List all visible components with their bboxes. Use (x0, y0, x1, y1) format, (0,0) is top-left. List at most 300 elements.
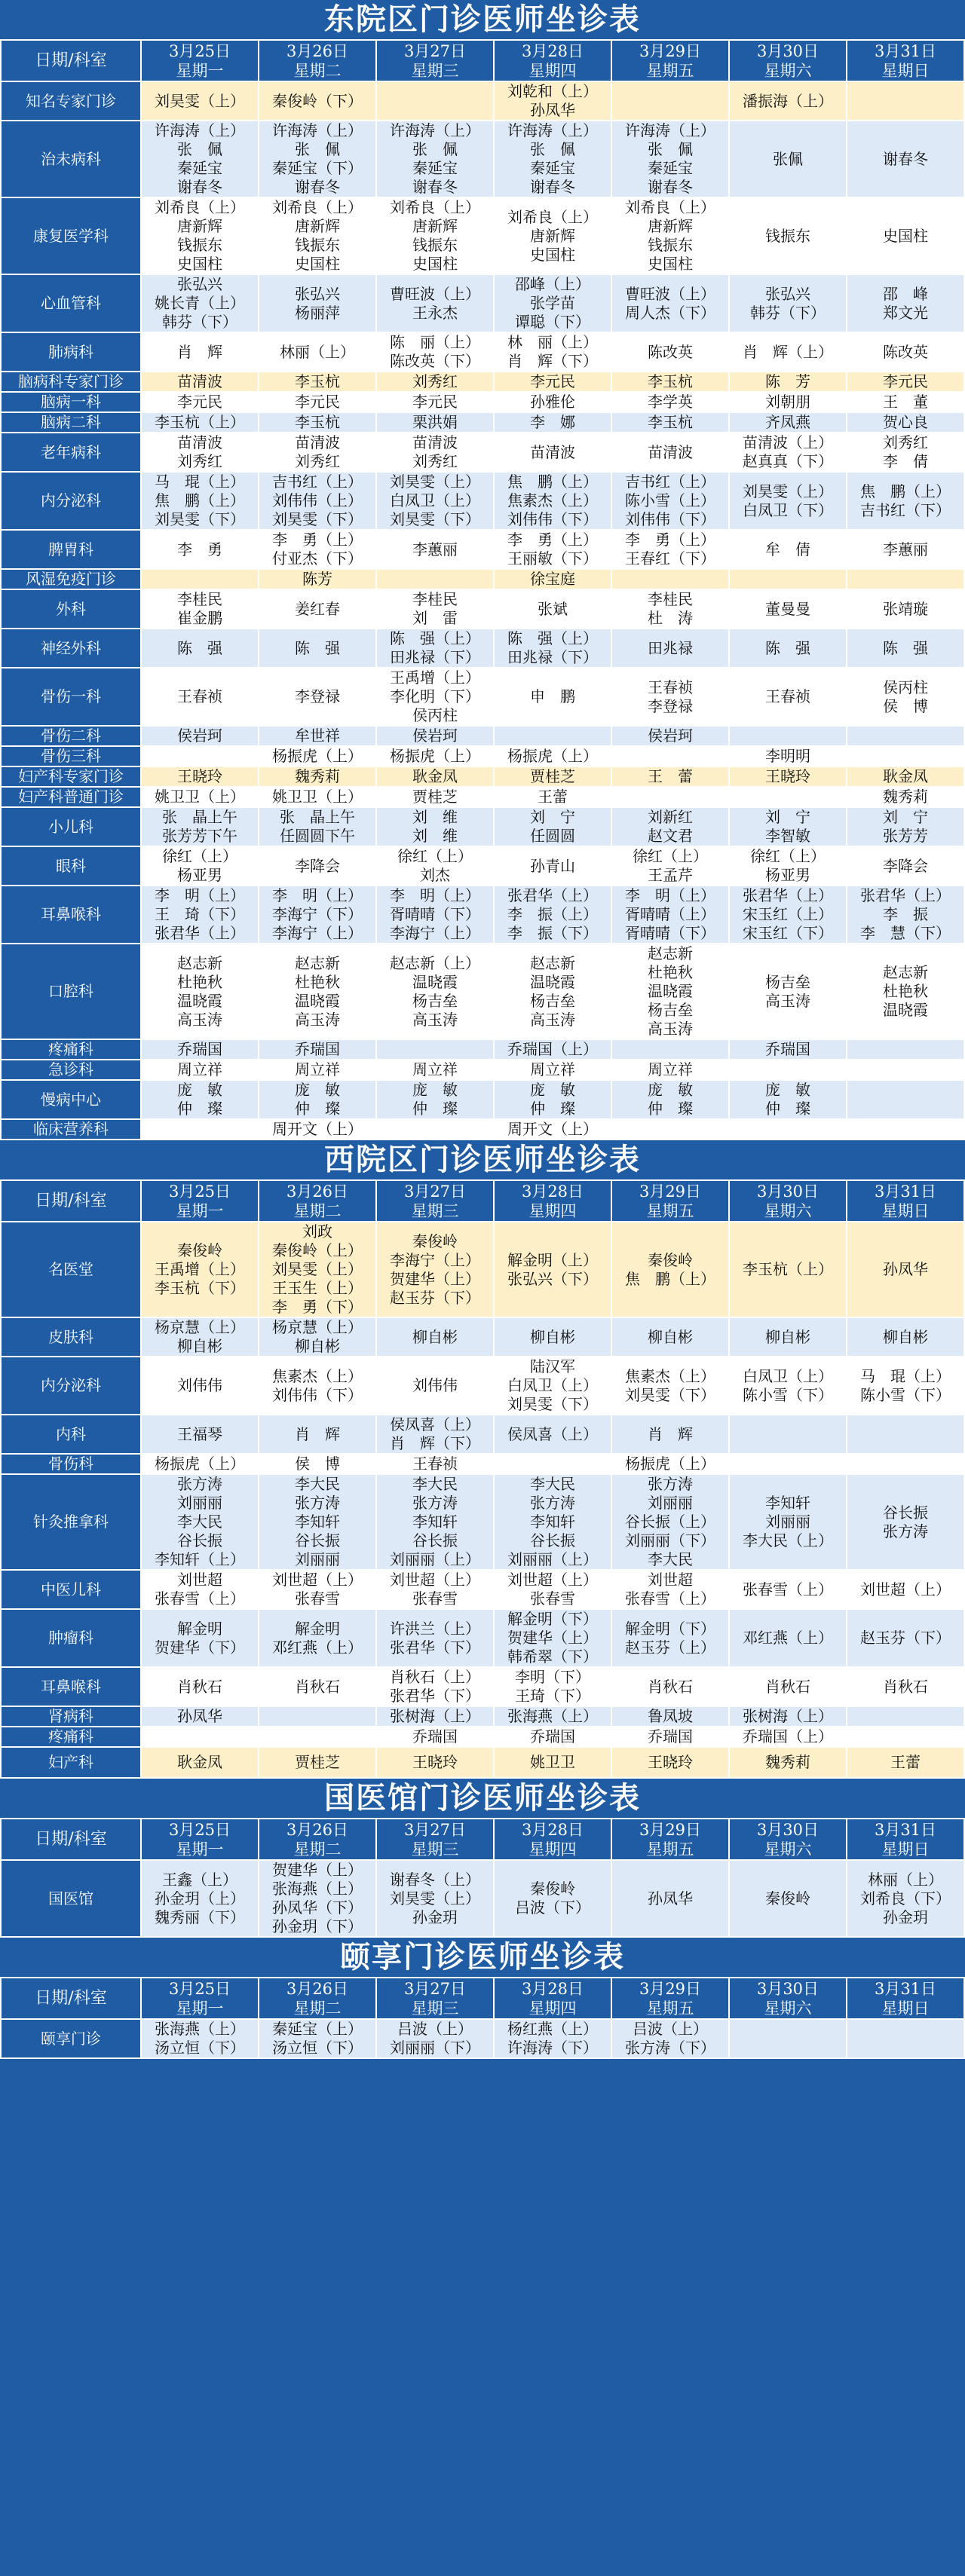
day-date: 3月30日 (756, 41, 819, 60)
doctor-cell: 周开文（上） (259, 1119, 376, 1140)
doctor-cell: 史国柱 (847, 197, 964, 274)
doctor-cell: 张 晶上午 张芳芳下午 (141, 807, 259, 846)
doctor-cell: 张佩 (729, 121, 847, 197)
department-label: 治未病科 (1, 121, 141, 197)
doctor-cell: 牟 倩 (729, 530, 847, 569)
doctor-cell: 陈 强（上） 田兆禄（下） (494, 629, 611, 668)
day-date: 3月30日 (756, 1820, 819, 1839)
doctor-cell: 苗清波 刘秀红 (376, 433, 494, 472)
doctor-cell: 王鑫（上） 孙金玥（上） 魏秀丽（下） (141, 1860, 259, 1937)
department-label: 名医堂 (1, 1222, 141, 1317)
doctor-cell: 鲁凤坡 (611, 1706, 729, 1727)
doctor-cell: 李降会 (847, 846, 964, 886)
date-header-row (1, 40, 964, 81)
day-date: 3月30日 (756, 1182, 819, 1201)
doctor-cell (729, 1415, 847, 1454)
doctor-cell: 耿金凤 (376, 766, 494, 787)
department-row (1, 1727, 964, 1747)
department-label: 内分泌科 (1, 472, 141, 530)
schedule-table (0, 39, 965, 1140)
doctor-cell: 谢春冬 (847, 121, 964, 197)
day-weekday: 星期六 (764, 1201, 812, 1220)
doctor-cell: 庞 敏 仲 璨 (494, 1080, 611, 1119)
doctor-cell: 肖秋石 (847, 1667, 964, 1706)
section-title: 西院区门诊医师坐诊表 (324, 1142, 641, 1177)
department-row (1, 886, 964, 944)
date-dept-header: 日期/科室 (1, 1819, 141, 1860)
day-date: 3月28日 (521, 1182, 584, 1201)
department-label: 内分泌科 (1, 1357, 141, 1415)
day-weekday: 星期三 (411, 1840, 459, 1859)
doctor-cell: 申 鹏 (494, 668, 611, 726)
date-header-row (1, 1180, 964, 1222)
department-label: 知名专家门诊 (1, 81, 141, 121)
doctor-cell: 赵志新 杜艳秋 温晓霞 杨吉垒 高玉涛 (611, 944, 729, 1039)
doctor-cell: 侯 博 (259, 1454, 376, 1474)
doctor-cell: 李大民 张方涛 李知轩 谷长振 刘丽丽 (259, 1474, 376, 1570)
doctor-cell (847, 2019, 964, 2058)
day-date: 3月25日 (168, 41, 231, 60)
doctor-cell: 焦素杰（上） 刘昊雯（下） (611, 1357, 729, 1415)
department-row (1, 1222, 964, 1317)
department-row (1, 81, 964, 121)
doctor-cell: 周立祥 (141, 1060, 259, 1080)
doctor-cell (847, 569, 964, 589)
day-weekday: 星期六 (764, 1840, 812, 1859)
doctor-cell: 秦俊岭 焦 鹏（上） (611, 1222, 729, 1317)
doctor-cell: 李大民 张方涛 李知轩 谷长振 刘丽丽（上） (494, 1474, 611, 1570)
doctor-cell: 柳自彬 (847, 1317, 964, 1357)
department-row (1, 1119, 964, 1140)
doctor-cell: 杨振虎（上） (376, 746, 494, 766)
department-row (1, 1609, 964, 1667)
doctor-cell: 肖秋石（上） 张君华（下） (376, 1667, 494, 1706)
doctor-cell: 侯岩珂 (611, 726, 729, 746)
doctor-cell: 白凤卫（上） 陈小雪（下） (729, 1357, 847, 1415)
doctor-cell: 焦素杰（上） 刘伟伟（下） (259, 1357, 376, 1415)
doctor-cell: 李玉杭（上） (141, 412, 259, 433)
doctor-cell (611, 787, 729, 807)
department-label: 骨伤三科 (1, 746, 141, 766)
department-label: 中医儿科 (1, 1570, 141, 1609)
day-weekday: 星期六 (764, 61, 812, 80)
doctor-cell: 张弘兴 杨丽萍 (259, 274, 376, 332)
doctor-cell: 刘世超（上） (847, 1570, 964, 1609)
day-weekday: 星期一 (176, 1999, 224, 2018)
doctor-cell: 秦俊岭 王禹增（上） 李玉杭（下） (141, 1222, 259, 1317)
day-date: 3月31日 (874, 41, 937, 60)
doctor-cell (847, 1706, 964, 1727)
doctor-cell: 王晓玲 (141, 766, 259, 787)
doctor-cell: 庞 敏 仲 璨 (141, 1080, 259, 1119)
doctor-cell: 张海燕（上） 汤立恒（下） (141, 2019, 259, 2058)
doctor-cell: 刘世超（上） 张春雪 (376, 1570, 494, 1609)
doctor-cell: 王春祯 (376, 1454, 494, 1474)
department-label: 眼科 (1, 846, 141, 886)
day-date: 3月27日 (403, 1979, 467, 1998)
doctor-cell: 王 董 (847, 392, 964, 412)
doctor-cell (847, 1727, 964, 1747)
doctor-cell: 刘希良（上） 唐新辉 钱振东 史国柱 (611, 197, 729, 274)
day-header (611, 1978, 729, 2019)
doctor-cell: 杨红燕（上） 许海涛（下） (494, 2019, 611, 2058)
day-date: 3月29日 (639, 1820, 702, 1839)
doctor-cell: 张方涛 刘丽丽 李大民 谷长振 李知轩（上） (141, 1474, 259, 1570)
doctor-cell (729, 569, 847, 589)
day-weekday: 星期五 (646, 1201, 694, 1220)
doctor-cell: 李 明（上） 王 琦（下） 张君华（上） (141, 886, 259, 944)
doctor-cell: 解金明 邓红燕（上） (259, 1609, 376, 1667)
doctor-cell: 王福琴 (141, 1415, 259, 1454)
day-weekday: 星期二 (293, 1201, 342, 1220)
department-row (1, 1667, 964, 1706)
doctor-cell: 张斌 (494, 589, 611, 629)
department-row (1, 846, 964, 886)
department-row (1, 668, 964, 726)
doctor-cell: 李玉杭 (259, 372, 376, 392)
doctor-cell: 徐红（上） 刘杰 (376, 846, 494, 886)
doctor-cell: 庞 敏 仲 璨 (611, 1080, 729, 1119)
day-header (611, 1819, 729, 1860)
department-label: 老年病科 (1, 433, 141, 472)
day-date: 3月27日 (403, 1820, 467, 1839)
doctor-cell: 赵志新 温晓霞 杨吉垒 高玉涛 (494, 944, 611, 1039)
doctor-cell: 刘 宁 张芳芳 (847, 807, 964, 846)
day-date: 3月26日 (286, 1979, 349, 1998)
doctor-cell: 耿金凤 (847, 766, 964, 787)
doctor-cell: 王 蕾 (611, 766, 729, 787)
department-label: 内科 (1, 1415, 141, 1454)
department-label: 疼痛科 (1, 1727, 141, 1747)
doctor-cell: 张弘兴 姚长青（上） 韩芬（下） (141, 274, 259, 332)
department-label: 骨伤科 (1, 1454, 141, 1474)
department-label: 心血管科 (1, 274, 141, 332)
doctor-cell: 苗清波 刘秀红 (141, 433, 259, 472)
doctor-cell: 陈 芳 (729, 372, 847, 392)
doctor-cell: 乔瑞国 (494, 1727, 611, 1747)
department-label: 神经外科 (1, 629, 141, 668)
day-date: 3月29日 (639, 1182, 702, 1201)
doctor-cell: 秦俊岭 吕波（下） (494, 1860, 611, 1937)
doctor-cell: 李 明（上） 李海宁（下） 李海宁（上） (259, 886, 376, 944)
doctor-cell: 解金明（上） 张弘兴（下） (494, 1222, 611, 1317)
doctor-cell (847, 746, 964, 766)
day-date: 3月28日 (521, 1820, 584, 1839)
day-header (141, 1180, 259, 1222)
doctor-cell: 赵志新（上） 温晓霞 杨吉垒 高玉涛 (376, 944, 494, 1039)
doctor-cell: 王蕾 (494, 787, 611, 807)
doctor-cell: 陈 丽（上） 陈改英（下） (376, 332, 494, 372)
department-row (1, 412, 964, 433)
date-header-row (1, 1978, 964, 2019)
doctor-cell: 张春雪（上） (729, 1570, 847, 1609)
doctor-cell: 焦 鹏（上） 焦素杰（上） 刘伟伟（下） (494, 472, 611, 530)
doctor-cell: 谢春冬（上） 刘昊雯（上） 孙金玥 (376, 1860, 494, 1937)
doctor-cell: 赵玉芬（下） (847, 1609, 964, 1667)
department-row (1, 472, 964, 530)
doctor-cell: 孙凤华 (141, 1706, 259, 1727)
doctor-cell (376, 81, 494, 121)
day-weekday: 星期六 (764, 1999, 812, 2018)
day-weekday: 星期五 (646, 1999, 694, 2018)
doctor-cell: 杨京慧（上） 柳自彬 (259, 1317, 376, 1357)
doctor-cell: 孙凤华 (847, 1222, 964, 1317)
doctor-cell: 刘乾和（上） 孙凤华 (494, 81, 611, 121)
department-row (1, 726, 964, 746)
department-row (1, 746, 964, 766)
doctor-cell: 李玉杭 (611, 412, 729, 433)
doctor-cell: 刘 宁 任圆圆 (494, 807, 611, 846)
doctor-cell: 陈 强（上） 田兆禄（下） (376, 629, 494, 668)
doctor-cell: 陆汉军 白凤卫（上） 刘昊雯（下） (494, 1357, 611, 1415)
doctor-cell: 杨振虎（上） (141, 1454, 259, 1474)
doctor-cell: 李蕙丽 (847, 530, 964, 569)
department-label: 耳鼻喉科 (1, 1667, 141, 1706)
day-header (847, 1978, 964, 2019)
doctor-cell (376, 569, 494, 589)
department-row (1, 274, 964, 332)
section-title: 颐享门诊医师坐诊表 (340, 1939, 625, 1975)
department-row (1, 1706, 964, 1727)
day-header (259, 1180, 376, 1222)
doctor-cell: 魏秀莉 (729, 1747, 847, 1778)
doctor-cell: 贺心良 (847, 412, 964, 433)
doctor-cell: 赵志新 杜艳秋 温晓霞 高玉涛 (141, 944, 259, 1039)
date-dept-header: 日期/科室 (1, 1180, 141, 1222)
doctor-cell: 李元民 (494, 372, 611, 392)
day-header (494, 1978, 611, 2019)
department-row (1, 787, 964, 807)
doctor-cell (729, 1454, 847, 1474)
department-label: 疼痛科 (1, 1039, 141, 1060)
day-date: 3月28日 (521, 41, 584, 60)
doctor-cell: 孙雅伦 (494, 392, 611, 412)
doctor-cell: 刘希良（上） 唐新辉 史国柱 (494, 197, 611, 274)
date-dept-header: 日期/科室 (1, 40, 141, 81)
doctor-cell: 侯丙柱 侯 博 (847, 668, 964, 726)
doctor-cell: 刘世超（上） 张春雪 (494, 1570, 611, 1609)
department-row (1, 944, 964, 1039)
date-dept-header: 日期/科室 (1, 1978, 141, 2019)
department-label: 风湿免疫门诊 (1, 569, 141, 589)
day-header (259, 1978, 376, 2019)
day-date: 3月31日 (874, 1182, 937, 1201)
doctor-cell: 李登禄 (259, 668, 376, 726)
doctor-cell: 李 勇（上） 王春红（下） (611, 530, 729, 569)
doctor-cell: 刘 宁 李智敏 (729, 807, 847, 846)
day-date: 3月29日 (639, 41, 702, 60)
department-row (1, 392, 964, 412)
day-header (847, 40, 964, 81)
section-title: 国医馆门诊医师坐诊表 (324, 1780, 641, 1816)
doctor-cell: 杨吉垒 高玉涛 (729, 944, 847, 1039)
day-date: 3月25日 (168, 1820, 231, 1839)
doctor-cell: 侯凤喜（上） 肖 辉（下） (376, 1415, 494, 1454)
doctor-cell: 李玉杭 (259, 412, 376, 433)
department-label: 小儿科 (1, 807, 141, 846)
doctor-cell: 陈 强 (847, 629, 964, 668)
doctor-cell: 庞 敏 仲 璨 (259, 1080, 376, 1119)
doctor-cell: 耿金凤 (141, 1747, 259, 1778)
doctor-cell: 李元民 (847, 372, 964, 392)
schedule-table (0, 1977, 965, 2059)
doctor-cell: 刘朝朋 (729, 392, 847, 412)
doctor-cell: 陈改英 (611, 332, 729, 372)
doctor-cell: 许海涛（上） 张 佩 秦延宝 谢春冬 (494, 121, 611, 197)
doctor-cell: 王晓玲 (611, 1747, 729, 1778)
doctor-cell: 张君华（上） 李 振 李 慧（下） (847, 886, 964, 944)
doctor-cell: 乔瑞国 (376, 1727, 494, 1747)
doctor-cell: 苗清波 (141, 372, 259, 392)
doctor-cell (141, 1119, 259, 1140)
doctor-cell: 李桂民 刘 雷 (376, 589, 494, 629)
department-label: 急诊科 (1, 1060, 141, 1080)
day-date: 3月30日 (756, 1979, 819, 1998)
doctor-cell: 董曼曼 (729, 589, 847, 629)
department-row (1, 1357, 964, 1415)
day-header (494, 40, 611, 81)
doctor-cell: 周立祥 (611, 1060, 729, 1080)
doctor-cell: 肖秋石 (729, 1667, 847, 1706)
doctor-cell (847, 726, 964, 746)
doctor-cell: 张树海（上） (376, 1706, 494, 1727)
doctor-cell (611, 1039, 729, 1060)
department-label: 国医馆 (1, 1860, 141, 1937)
day-weekday: 星期三 (411, 1999, 459, 2018)
department-label: 肿瘤科 (1, 1609, 141, 1667)
doctor-cell: 邵峰（上） 张学苗 谭聪（下） (494, 274, 611, 332)
day-header (376, 1978, 494, 2019)
doctor-cell: 许海涛（上） 张 佩 秦延宝（下） 谢春冬 (259, 121, 376, 197)
doctor-cell: 齐凤燕 (729, 412, 847, 433)
doctor-cell (494, 726, 611, 746)
doctor-cell: 许海涛（上） 张 佩 秦延宝 谢春冬 (376, 121, 494, 197)
department-label: 脑病科专家门诊 (1, 372, 141, 392)
doctor-cell (847, 1060, 964, 1080)
doctor-cell: 赵志新 杜艳秋 温晓霞 (847, 944, 964, 1039)
doctor-cell: 杨京慧（上） 柳自彬 (141, 1317, 259, 1357)
doctor-cell: 许海涛（上） 张 佩 秦延宝 谢春冬 (141, 121, 259, 197)
doctor-cell: 姚卫卫（上） (259, 787, 376, 807)
day-weekday: 星期四 (528, 1840, 577, 1859)
day-weekday: 星期五 (646, 1840, 694, 1859)
day-date: 3月29日 (639, 1979, 702, 1998)
department-label: 针灸推拿科 (1, 1474, 141, 1570)
doctor-cell: 孙青山 (494, 846, 611, 886)
doctor-cell: 陈芳 (259, 569, 376, 589)
doctor-cell: 肖秋石 (141, 1667, 259, 1706)
doctor-cell: 王春祯 李登禄 (611, 668, 729, 726)
department-label: 骨伤二科 (1, 726, 141, 746)
day-weekday: 星期二 (293, 61, 342, 80)
doctor-cell (847, 1454, 964, 1474)
doctor-cell: 侯岩珂 (141, 726, 259, 746)
day-header (259, 1819, 376, 1860)
doctor-cell (259, 1727, 376, 1747)
department-row (1, 1060, 964, 1080)
day-header (141, 1819, 259, 1860)
doctor-cell: 周开文（上） (494, 1119, 611, 1140)
department-row (1, 766, 964, 787)
doctor-cell (611, 569, 729, 589)
doctor-cell: 李 勇（上） 王丽敏（下） (494, 530, 611, 569)
doctor-cell: 贾桂芝 (494, 766, 611, 787)
doctor-cell: 刘秀红 (376, 372, 494, 392)
doctor-cell: 刘政 秦俊岭（上） 刘昊雯（上） 王玉生（上） 李 勇（下） (259, 1222, 376, 1317)
doctor-cell: 徐红（上） 杨亚男 (141, 846, 259, 886)
doctor-cell: 姜红春 (259, 589, 376, 629)
department-row (1, 2019, 964, 2058)
day-header (259, 40, 376, 81)
doctor-cell: 庞 敏 仲 璨 (729, 1080, 847, 1119)
department-label: 慢病中心 (1, 1080, 141, 1119)
doctor-cell: 解金明（下） 贺建华（上） 韩希翠（下） (494, 1609, 611, 1667)
doctor-cell: 秦俊岭（下） (259, 81, 376, 121)
doctor-cell: 贺建华（上） 张海燕（上） 孙凤华（下） 孙金玥（下） (259, 1860, 376, 1937)
doctor-cell: 徐红（上） 王孟芹 (611, 846, 729, 886)
department-row (1, 807, 964, 846)
doctor-cell: 李元民 (141, 392, 259, 412)
department-row (1, 1317, 964, 1357)
department-row (1, 1570, 964, 1609)
doctor-cell (141, 1727, 259, 1747)
schedule-table (0, 1818, 965, 1938)
day-weekday: 星期一 (176, 1840, 224, 1859)
day-header (376, 1180, 494, 1222)
doctor-cell (729, 2019, 847, 2058)
doctor-cell (611, 81, 729, 121)
doctor-cell: 陈 强 (141, 629, 259, 668)
day-header (376, 1819, 494, 1860)
doctor-cell: 李元民 (259, 392, 376, 412)
doctor-cell: 谷长振 张方涛 (847, 1474, 964, 1570)
doctor-cell: 乔瑞国（上） (729, 1727, 847, 1747)
doctor-cell: 贾桂芝 (376, 787, 494, 807)
doctor-cell: 栗洪娟 (376, 412, 494, 433)
doctor-cell: 侯岩珂 (376, 726, 494, 746)
doctor-cell: 肖秋石 (611, 1667, 729, 1706)
doctor-cell (259, 1706, 376, 1727)
day-header (494, 1819, 611, 1860)
doctor-cell: 李玉杭（上） (729, 1222, 847, 1317)
department-label: 肺病科 (1, 332, 141, 372)
doctor-cell: 刘世超（上） 张春雪 (259, 1570, 376, 1609)
doctor-cell: 李明明 (729, 746, 847, 766)
doctor-cell: 王晓玲 (376, 1747, 494, 1778)
department-row (1, 629, 964, 668)
department-label: 妇产科普通门诊 (1, 787, 141, 807)
doctor-cell (729, 1060, 847, 1080)
doctor-cell: 李玉杭 (611, 372, 729, 392)
doctor-cell (847, 1080, 964, 1119)
doctor-cell: 苗清波 (494, 433, 611, 472)
doctor-cell: 柳自彬 (376, 1317, 494, 1357)
doctor-cell: 解金明（下） 赵玉芬（上） (611, 1609, 729, 1667)
doctor-cell: 李大民 张方涛 李知轩 谷长振 刘丽丽（上） (376, 1474, 494, 1570)
doctor-cell (729, 1119, 847, 1140)
doctor-cell: 林丽（上） 刘希良（下） 孙金玥 (847, 1860, 964, 1937)
doctor-cell: 刘伟伟 (376, 1357, 494, 1415)
day-header (729, 1180, 847, 1222)
day-header (729, 1819, 847, 1860)
department-label: 外科 (1, 589, 141, 629)
department-label: 妇产科专家门诊 (1, 766, 141, 787)
day-header (729, 40, 847, 81)
day-date: 3月31日 (874, 1820, 937, 1839)
doctor-cell: 李蕙丽 (376, 530, 494, 569)
day-header (141, 1978, 259, 2019)
department-label: 骨伤一科 (1, 668, 141, 726)
